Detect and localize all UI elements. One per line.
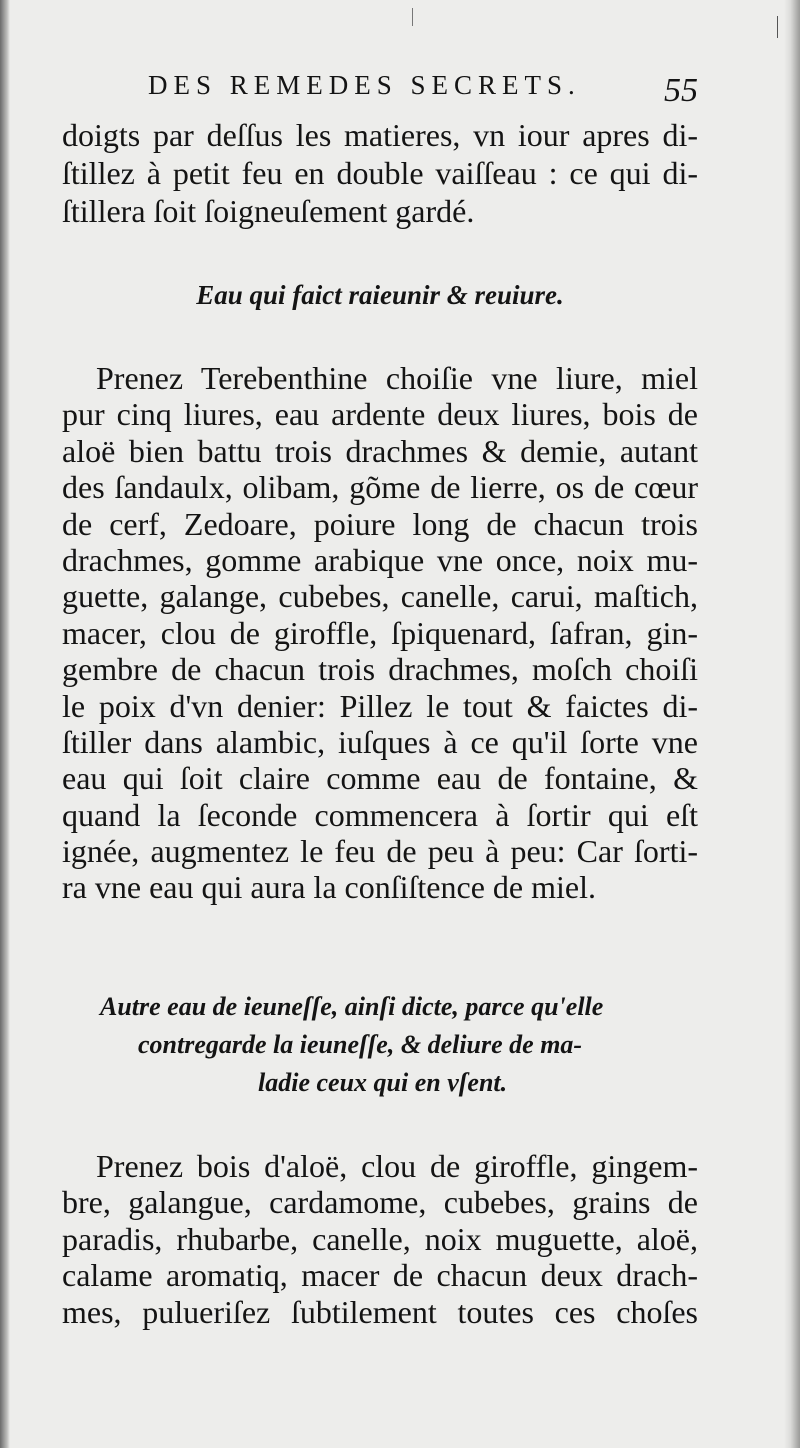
text-line: ſtillez à petit feu en double vaiſſeau : ce qui di- xyxy=(62,155,698,191)
text-line: Prenez bois d'aloë, clou de giroffle, gingem- xyxy=(96,1148,698,1184)
text-line: ra vne eau qui aura la conſiſtence de miel. xyxy=(62,869,596,906)
text-line: ignée, augmentez le feu de peu à peu: Car ſorti- xyxy=(62,833,698,870)
text-line: des ſandaulx, olibam, gõme de lierre, os de cœur xyxy=(62,469,698,506)
text-line: doigts par deſſus les matieres, vn iour apres di- xyxy=(62,117,698,153)
section-heading-1: Eau qui faict raieunir & reuiure. xyxy=(196,280,564,310)
scan-mark-right xyxy=(777,16,778,38)
text-line: macer, clou de giroffle, ſpiquenard, ſafran, gin- xyxy=(62,614,698,651)
page-gutter-shadow xyxy=(0,0,10,1448)
text-line: guette, galange, cubebes, canelle, carui, maſtich, xyxy=(62,578,698,615)
recipe-paragraph-2 xyxy=(62,1148,698,1330)
heading-line: Autre eau de ieuneſſe, ainſi dicte, parce qu'elle xyxy=(100,992,604,1021)
section-heading-2 xyxy=(100,988,680,1102)
text-line: ſtillera ſoit ſoigneuſement gardé. xyxy=(62,193,475,229)
scan-mark xyxy=(412,8,413,26)
recipe-paragraph-1 xyxy=(62,360,698,906)
text-line: de cerf, Zedoare, poiure long de chacun trois xyxy=(62,505,698,542)
text-line: Prenez Terebenthine choiſie vne liure, miel xyxy=(96,360,698,396)
text-line: paradis, rhubarbe, canelle, noix muguette, aloë, xyxy=(62,1220,698,1257)
page-edge-shadow xyxy=(784,0,800,1448)
text-line: eau qui ſoit claire comme eau de fontaine, & xyxy=(62,760,698,797)
heading-line: contregarde la ieuneſſe, & deliure de ma- xyxy=(138,1030,583,1059)
text-line: calame aromatiq, macer de chacun deux drach- xyxy=(62,1257,698,1294)
page-number: 55 xyxy=(664,72,698,109)
text-line: le poix d'vn denier: Pillez le tout & faictes di- xyxy=(62,687,698,724)
text-line: quand la ſeconde commencera à ſortir qui eſt xyxy=(62,796,698,833)
text-line: bre, galangue, cardamome, cubebes, grains de xyxy=(62,1184,698,1221)
text-line: ſtiller dans alambic, iuſques à ce qu'il ſorte vne xyxy=(62,723,698,760)
text-line: gembre de chacun trois drachmes, moſch choiſi xyxy=(62,651,698,688)
text-line: pur cinq liures, eau ardente deux liures, bois de xyxy=(62,396,698,433)
heading-line: ladie ceux qui en vſent. xyxy=(258,1068,508,1097)
text-line: aloë bien battu trois drachmes & demie, autant xyxy=(62,432,698,469)
paragraph-continuation xyxy=(62,116,698,230)
running-head: DES REMEDES SECRETS. xyxy=(148,70,581,100)
text-line: drachmes, gomme arabique vne once, noix mu- xyxy=(62,541,698,578)
text-line: mes, pulueriſez ſubtilement toutes ces choſes xyxy=(62,1293,698,1330)
